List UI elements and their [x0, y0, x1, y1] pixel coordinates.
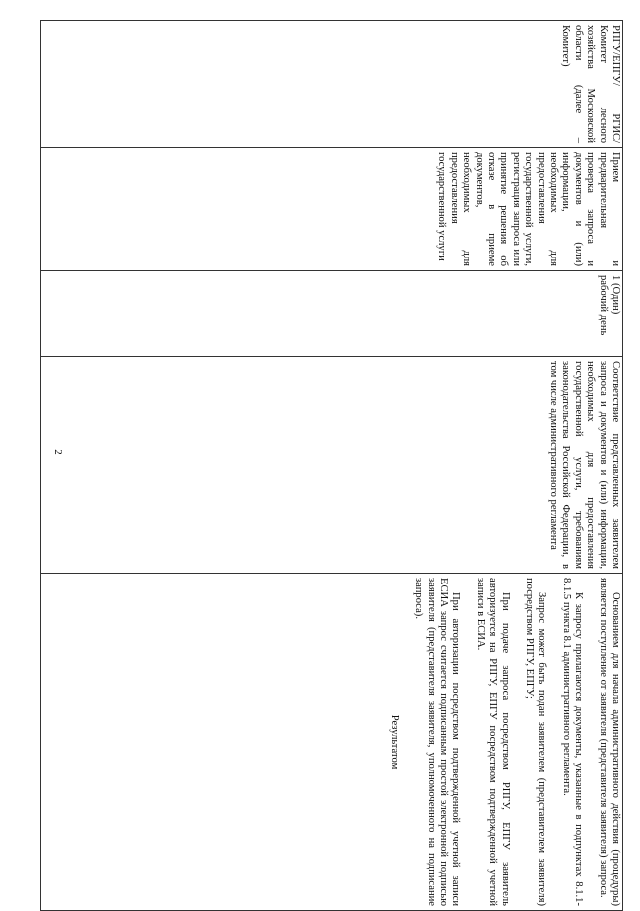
description-paragraph: При авторизации посредством подтвержденной учетной записи ЕСИА запрос считается подписанным простой электронной подписью заявителя (представителя заявителя, уполномоченного на подписание запроса). [413, 578, 462, 906]
cell-criteria: Соответствие представленных заявителем запроса и документов и (или) информации, необходимых для предоставления государственной услуги, требованиям законодательства Российской Федерации, в том числе административного регламента [41, 357, 623, 574]
cell-procedure: Прием и предварительная проверка запроса и документов и (или) информации, необходимых для предоставления государственной услуги, регистрация запроса или принятие решения об отказе в приеме документов, необходимых для предоставления государственной услуги [41, 148, 623, 271]
description-paragraph: Основанием для начала административного действия (процедуры) является поступление от заявителя (представителя заявителя) запроса. [597, 578, 621, 906]
description-paragraph: К запросу прилагаются документы, указанные в подпунктах 8.1.1-8.1.5 пункта 8.1 административного регламента. [560, 578, 585, 906]
description-paragraph: Результатом [388, 714, 400, 770]
cell-responsible: РПГУ/ЕПГУ/ РГИС/Комитет лесного хозяйства Московской области (далее – Комитет) [41, 21, 623, 148]
cell-description [41, 574, 623, 911]
table-row [41, 21, 623, 911]
rotated-page-content [40, 20, 623, 906]
procedure-table [40, 20, 623, 911]
page-number: 2 [52, 449, 64, 455]
cell-term: 1 (Один) рабочий день [41, 271, 623, 357]
description-paragraph: Запрос может быть подан заявителем (представителем заявителя) посредством РПГУ, ЕПГУ; [523, 578, 548, 906]
description-paragraph: При подаче запроса посредством РПГУ, ЕПГУ заявитель авторизуется на РПГУ, ЕПГУ посредством подтвержденной учетной записи в ЕСИА. [474, 578, 511, 906]
